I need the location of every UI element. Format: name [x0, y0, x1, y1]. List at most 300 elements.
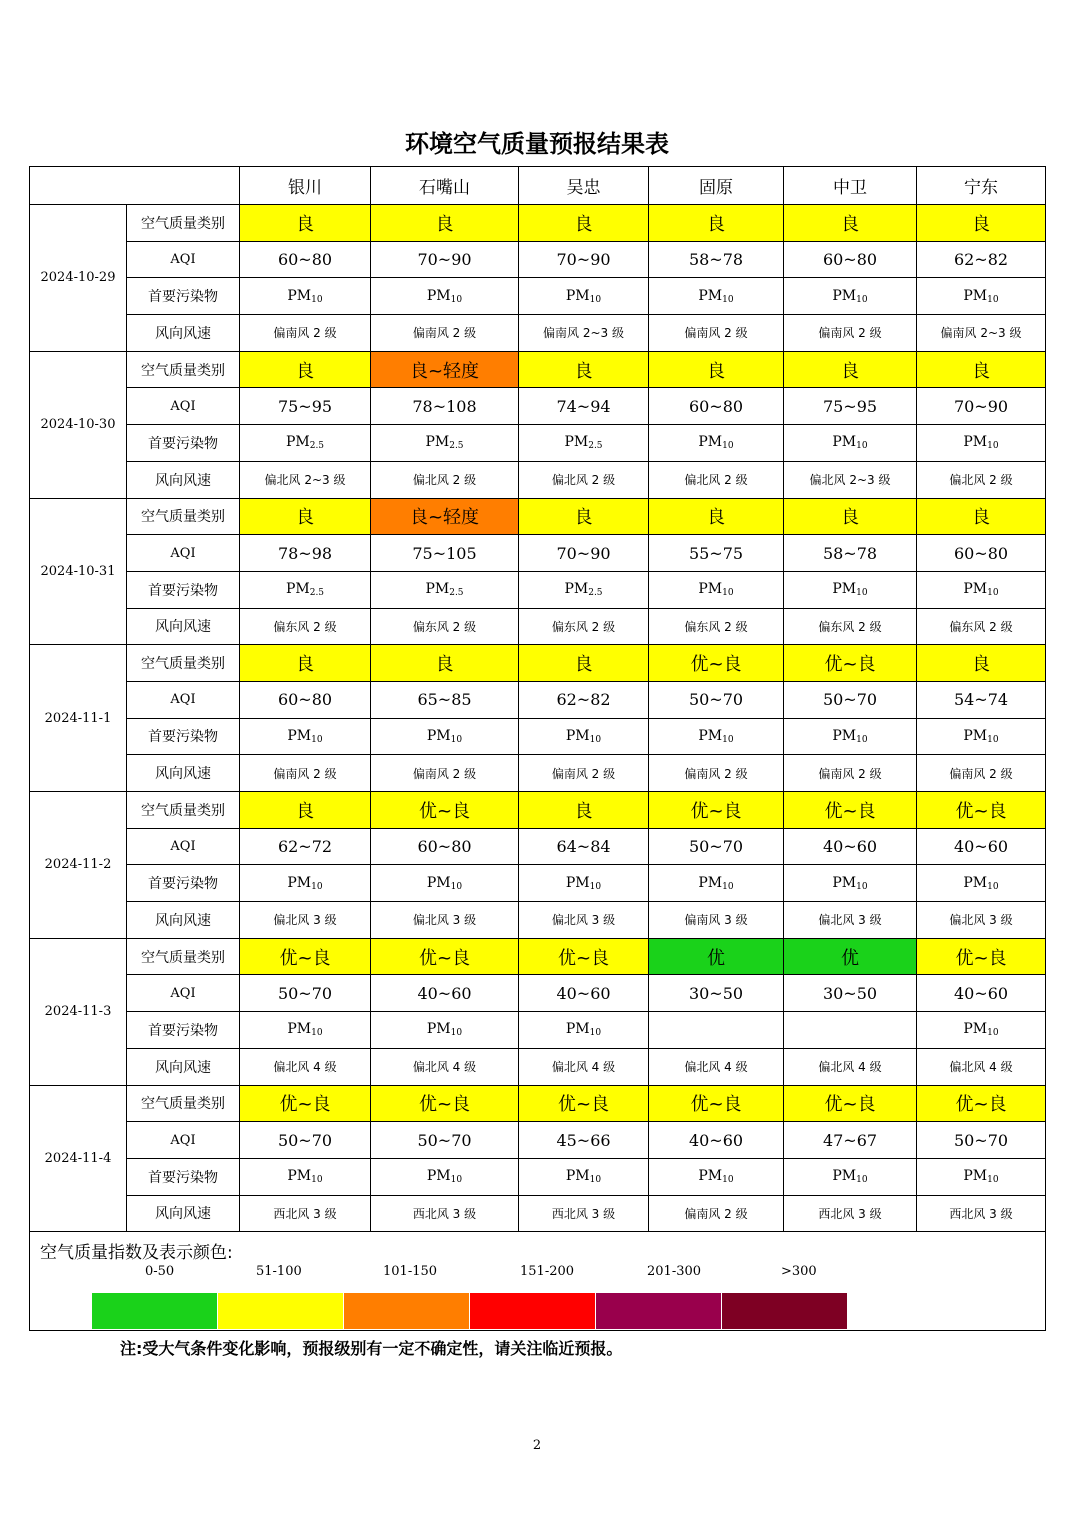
pollutant-cell [784, 718, 917, 755]
pollutant-subscript: 10 [722, 881, 734, 892]
row-label-aqi: AQI [127, 681, 240, 718]
row-label-aqi: AQI [127, 828, 240, 865]
wind-cell: 偏北风 2 级 [649, 461, 784, 498]
pollutant-name: PM [425, 581, 450, 598]
pollutant-cell [371, 571, 519, 608]
wind-cell: 偏南风 2 级 [240, 755, 371, 792]
legend-color-swatch [92, 1293, 217, 1329]
wind-cell: 偏南风 2 级 [917, 755, 1046, 792]
pollutant-cell [917, 1158, 1046, 1195]
pollutant-row [30, 425, 1046, 462]
aqi-cell: 62~72 [240, 828, 371, 865]
pollutant-cell [917, 718, 1046, 755]
category-cell: 优~良 [784, 1085, 917, 1122]
pollutant-name: PM [832, 581, 857, 598]
aqi-cell: 75~95 [784, 388, 917, 425]
category-cell: 良 [917, 351, 1046, 388]
wind-cell: 偏北风 2 级 [371, 461, 519, 498]
pollutant-name: PM [426, 727, 451, 744]
aqi-cell: 64~84 [519, 828, 649, 865]
pollutant-name: PM [832, 874, 857, 891]
category-cell: 优 [784, 938, 917, 975]
pollutant-subscript: 10 [450, 734, 463, 745]
pollutant-name: PM [426, 874, 451, 891]
forecast-date: 2024-11-2 [30, 792, 127, 939]
pollutant-name: PM [698, 434, 723, 451]
page-number: 2 [532, 1438, 542, 1453]
pollutant-subscript: 10 [987, 588, 999, 599]
pollutant-subscript: 10 [987, 1028, 999, 1039]
row-label-aqi: AQI [127, 241, 240, 278]
wind-cell: 偏北风 4 级 [649, 1048, 784, 1085]
aqi-cell: 30~50 [784, 975, 917, 1012]
category-cell: 优~良 [371, 1085, 519, 1122]
row-label-aqi: AQI [127, 1122, 240, 1159]
pollutant-subscript: 10 [987, 294, 999, 305]
aqi-legend [30, 1232, 1046, 1331]
wind-row [30, 315, 1046, 352]
wind-cell: 偏北风 2 级 [917, 461, 1046, 498]
category-cell: 良 [519, 351, 649, 388]
wind-cell: 西北风 3 级 [784, 1195, 917, 1232]
pollutant-row [30, 278, 1046, 315]
category-cell: 良 [240, 645, 371, 682]
category-cell: 良 [240, 205, 371, 242]
wind-cell: 偏东风 2 级 [917, 608, 1046, 645]
pollutant-cell [519, 865, 649, 902]
wind-cell: 西北风 3 级 [240, 1195, 371, 1232]
pollutant-name: PM [698, 1168, 723, 1185]
row-label-category: 空气质量类别 [127, 645, 240, 682]
aqi-cell: 40~60 [917, 975, 1046, 1012]
pollutant-name: PM [698, 874, 723, 891]
aqi-cell: 54~74 [917, 681, 1046, 718]
pollutant-subscript: 10 [987, 734, 999, 745]
pollutant-name: PM [963, 874, 988, 891]
pollutant-subscript: 2.5 [309, 441, 325, 452]
aqi-cell: 62~82 [519, 681, 649, 718]
aqi-row [30, 681, 1046, 718]
pollutant-cell [240, 425, 371, 462]
pollutant-row [30, 718, 1046, 755]
aqi-cell: 60~80 [240, 681, 371, 718]
aqi-row [30, 388, 1046, 425]
pollutant-subscript: 10 [450, 1175, 463, 1186]
pollutant-name: PM [287, 1021, 312, 1038]
pollutant-subscript: 10 [589, 881, 602, 892]
pollutant-cell [240, 718, 371, 755]
pollutant-cell [784, 571, 917, 608]
legend-range-label: >300 [781, 1264, 817, 1280]
aqi-cell: 62~82 [917, 241, 1046, 278]
pollutant-subscript: 10 [856, 588, 868, 599]
pollutant-name: PM [832, 287, 857, 304]
row-label-aqi: AQI [127, 975, 240, 1012]
category-cell: 优~良 [649, 792, 784, 829]
legend-color-swatch [218, 1293, 343, 1329]
category-row [30, 792, 1046, 829]
aqi-cell: 50~70 [784, 681, 917, 718]
category-cell: 优~良 [371, 792, 519, 829]
pollutant-name: PM [963, 1168, 988, 1185]
pollutant-subscript: 2.5 [309, 588, 325, 599]
pollutant-cell [371, 865, 519, 902]
pollutant-cell [649, 1012, 784, 1049]
category-cell: 优 [649, 938, 784, 975]
pollutant-cell [917, 865, 1046, 902]
aqi-cell: 60~80 [784, 241, 917, 278]
pollutant-subscript: 10 [311, 881, 323, 892]
category-cell: 优~良 [784, 792, 917, 829]
wind-row [30, 902, 1046, 939]
aqi-cell: 75~95 [240, 388, 371, 425]
legend-range-label: 151-200 [520, 1264, 575, 1280]
pollutant-cell [784, 425, 917, 462]
wind-cell: 偏南风 2~3 级 [917, 315, 1046, 352]
row-label-category: 空气质量类别 [127, 792, 240, 829]
pollutant-cell [240, 865, 371, 902]
category-cell: 良 [649, 205, 784, 242]
pollutant-subscript: 10 [987, 881, 999, 892]
row-label-pollutant: 首要污染物 [127, 571, 240, 608]
pollutant-cell [240, 571, 371, 608]
aqi-row [30, 975, 1046, 1012]
wind-cell: 偏北风 4 级 [784, 1048, 917, 1085]
wind-cell: 偏南风 2 级 [784, 755, 917, 792]
pollutant-subscript: 10 [311, 1175, 323, 1186]
wind-cell: 偏北风 2~3 级 [784, 461, 917, 498]
pollutant-row [30, 1012, 1046, 1049]
category-cell: 良 [371, 205, 519, 242]
pollutant-name: PM [425, 434, 450, 451]
row-label-wind: 风向风速 [127, 755, 240, 792]
aqi-cell: 60~80 [917, 535, 1046, 572]
pollutant-name: PM [832, 434, 857, 451]
aqi-cell: 40~60 [917, 828, 1046, 865]
row-label-pollutant: 首要污染物 [127, 865, 240, 902]
pollutant-cell [371, 718, 519, 755]
row-label-wind: 风向风速 [127, 461, 240, 498]
wind-cell: 偏南风 3 级 [649, 902, 784, 939]
pollutant-row [30, 571, 1046, 608]
forecast-date: 2024-10-29 [30, 205, 127, 352]
forecast-date: 2024-11-4 [30, 1085, 127, 1232]
category-cell: 优~良 [784, 645, 917, 682]
pollutant-cell [519, 1012, 649, 1049]
category-cell: 良 [519, 498, 649, 535]
pollutant-subscript: 10 [450, 1028, 463, 1039]
legend-color-swatch [470, 1293, 595, 1329]
aqi-cell: 78~98 [240, 535, 371, 572]
wind-cell: 偏北风 2~3 级 [240, 461, 371, 498]
pollutant-cell [519, 1158, 649, 1195]
aqi-cell: 70~90 [917, 388, 1046, 425]
pollutant-cell [240, 1012, 371, 1049]
pollutant-name: PM [698, 287, 723, 304]
category-cell: 良 [519, 645, 649, 682]
wind-cell: 偏北风 3 级 [371, 902, 519, 939]
pollutant-cell [371, 425, 519, 462]
forecast-date: 2024-11-3 [30, 938, 127, 1085]
pollutant-subscript: 10 [856, 734, 868, 745]
wind-cell: 偏南风 2~3 级 [519, 315, 649, 352]
pollutant-name: PM [564, 581, 589, 598]
category-cell: 良 [784, 205, 917, 242]
row-label-wind: 风向风速 [127, 1048, 240, 1085]
aqi-row [30, 535, 1046, 572]
pollutant-name: PM [565, 287, 590, 304]
pollutant-subscript: 10 [722, 294, 734, 305]
category-cell: 良 [917, 498, 1046, 535]
page-title: 环境空气质量预报结果表 [405, 130, 669, 158]
aqi-cell: 58~78 [649, 241, 784, 278]
wind-cell: 偏南风 2 级 [371, 315, 519, 352]
pollutant-cell [649, 571, 784, 608]
pollutant-cell [784, 1012, 917, 1049]
legend-range-label: 101-150 [383, 1264, 438, 1280]
pollutant-subscript: 10 [589, 294, 602, 305]
pollutant-name: PM [698, 727, 723, 744]
category-row [30, 1085, 1046, 1122]
row-label-pollutant: 首要污染物 [127, 425, 240, 462]
category-cell: 优~良 [519, 938, 649, 975]
aqi-cell: 45~66 [519, 1122, 649, 1159]
pollutant-name: PM [426, 287, 451, 304]
category-cell: 优~良 [240, 1085, 371, 1122]
pollutant-row [30, 1158, 1046, 1195]
row-label-wind: 风向风速 [127, 608, 240, 645]
wind-cell: 西北风 3 级 [917, 1195, 1046, 1232]
category-row [30, 498, 1046, 535]
pollutant-name: PM [565, 874, 590, 891]
city-header: 宁东 [917, 167, 1046, 205]
pollutant-name: PM [426, 1021, 451, 1038]
row-label-pollutant: 首要污染物 [127, 1012, 240, 1049]
category-cell: 优~良 [519, 1085, 649, 1122]
pollutant-subscript: 10 [856, 294, 868, 305]
pollutant-cell [649, 425, 784, 462]
category-cell: 良 [917, 205, 1046, 242]
pollutant-cell [917, 278, 1046, 315]
pollutant-name: PM [565, 727, 590, 744]
wind-cell: 偏北风 2 级 [519, 461, 649, 498]
pollutant-subscript: 10 [589, 1175, 602, 1186]
category-row [30, 205, 1046, 242]
pollutant-cell [917, 1012, 1046, 1049]
pollutant-name: PM [287, 874, 312, 891]
wind-cell: 偏南风 2 级 [649, 755, 784, 792]
row-label-aqi: AQI [127, 535, 240, 572]
category-cell: 良 [649, 498, 784, 535]
pollutant-subscript: 10 [311, 294, 323, 305]
row-label-category: 空气质量类别 [127, 351, 240, 388]
aqi-cell: 50~70 [240, 975, 371, 1012]
pollutant-name: PM [832, 1168, 857, 1185]
pollutant-subscript: 10 [450, 881, 463, 892]
pollutant-subscript: 10 [722, 1175, 734, 1186]
pollutant-cell [240, 278, 371, 315]
row-label-wind: 风向风速 [127, 902, 240, 939]
wind-cell: 偏南风 2 级 [649, 315, 784, 352]
forecast-date: 2024-10-31 [30, 498, 127, 645]
aqi-cell: 47~67 [784, 1122, 917, 1159]
pollutant-subscript: 10 [311, 1028, 323, 1039]
wind-row [30, 1048, 1046, 1085]
wind-cell: 偏北风 3 级 [240, 902, 371, 939]
pollutant-subscript: 10 [589, 1028, 602, 1039]
pollutant-cell [917, 425, 1046, 462]
category-cell: 优~良 [649, 645, 784, 682]
aqi-cell: 70~90 [371, 241, 519, 278]
category-row [30, 645, 1046, 682]
pollutant-name: PM [287, 727, 312, 744]
pollutant-cell [784, 278, 917, 315]
row-label-pollutant: 首要污染物 [127, 1158, 240, 1195]
wind-cell: 西北风 3 级 [519, 1195, 649, 1232]
wind-cell: 偏北风 3 级 [519, 902, 649, 939]
category-cell: 良 [917, 645, 1046, 682]
pollutant-name: PM [287, 287, 312, 304]
wind-cell: 偏南风 2 级 [784, 315, 917, 352]
pollutant-cell [371, 1012, 519, 1049]
pollutant-name: PM [565, 1021, 590, 1038]
category-cell: 优~良 [917, 792, 1046, 829]
wind-cell: 偏北风 4 级 [917, 1048, 1046, 1085]
pollutant-cell [371, 1158, 519, 1195]
category-cell: 良 [240, 498, 371, 535]
category-cell: 良 [519, 205, 649, 242]
pollutant-name: PM [963, 727, 988, 744]
row-label-aqi: AQI [127, 388, 240, 425]
category-cell: 良 [240, 792, 371, 829]
pollutant-subscript: 10 [311, 734, 323, 745]
aqi-cell: 50~70 [649, 828, 784, 865]
legend-color-swatch [344, 1293, 469, 1329]
pollutant-name: PM [698, 581, 723, 598]
city-header: 固原 [649, 167, 784, 205]
pollutant-cell [519, 278, 649, 315]
aqi-cell: 78~108 [371, 388, 519, 425]
category-cell: 良~轻度 [371, 498, 519, 535]
row-label-wind: 风向风速 [127, 1195, 240, 1232]
legend-range-label: 0-50 [145, 1264, 175, 1280]
pollutant-subscript: 10 [722, 734, 734, 745]
category-cell: 良~轻度 [371, 351, 519, 388]
row-label-pollutant: 首要污染物 [127, 718, 240, 755]
legend-color-swatch [596, 1293, 721, 1329]
city-header: 吴忠 [519, 167, 649, 205]
wind-cell: 偏东风 2 级 [371, 608, 519, 645]
aqi-cell: 60~80 [240, 241, 371, 278]
legend-range-label: 51-100 [256, 1264, 302, 1280]
wind-cell: 偏北风 3 级 [784, 902, 917, 939]
wind-cell: 偏北风 4 级 [371, 1048, 519, 1085]
aqi-cell: 50~70 [371, 1122, 519, 1159]
pollutant-subscript: 10 [856, 1175, 868, 1186]
forecast-note: 注:受大气条件变化影响，预报级别有一定不确定性，请关注临近预报。 [120, 1339, 623, 1358]
city-header-row [30, 167, 1046, 205]
row-label-wind: 风向风速 [127, 315, 240, 352]
wind-cell: 西北风 3 级 [371, 1195, 519, 1232]
pollutant-subscript: 2.5 [588, 441, 603, 452]
category-cell: 优~良 [917, 1085, 1046, 1122]
aqi-cell: 70~90 [519, 535, 649, 572]
pollutant-subscript: 10 [589, 734, 602, 745]
pollutant-name: PM [565, 1168, 590, 1185]
row-label-pollutant: 首要污染物 [127, 278, 240, 315]
wind-cell: 偏南风 2 级 [519, 755, 649, 792]
legend-range-label: 201-300 [647, 1264, 702, 1280]
forecast-date: 2024-11-1 [30, 645, 127, 792]
wind-cell: 偏东风 2 级 [649, 608, 784, 645]
pollutant-name: PM [287, 1168, 312, 1185]
pollutant-cell [784, 865, 917, 902]
pollutant-subscript: 10 [987, 441, 999, 452]
pollutant-name: PM [832, 727, 857, 744]
aqi-cell: 74~94 [519, 388, 649, 425]
legend-row [30, 1232, 1046, 1331]
pollutant-name: PM [285, 434, 310, 451]
pollutant-cell [649, 1158, 784, 1195]
pollutant-subscript: 10 [856, 441, 868, 452]
wind-cell: 偏南风 2 级 [240, 315, 371, 352]
aqi-cell: 55~75 [649, 535, 784, 572]
pollutant-cell [519, 425, 649, 462]
city-header: 银川 [240, 167, 371, 205]
category-cell: 良 [784, 351, 917, 388]
pollutant-subscript: 2.5 [449, 441, 464, 452]
category-cell: 良 [519, 792, 649, 829]
row-label-category: 空气质量类别 [127, 205, 240, 242]
pollutant-name: PM [963, 1021, 988, 1038]
wind-cell: 偏东风 2 级 [519, 608, 649, 645]
city-header: 中卫 [784, 167, 917, 205]
category-row [30, 938, 1046, 975]
wind-cell: 偏北风 3 级 [917, 902, 1046, 939]
category-cell: 良 [649, 351, 784, 388]
category-cell: 优~良 [649, 1085, 784, 1122]
wind-cell: 偏北风 4 级 [519, 1048, 649, 1085]
row-label-category: 空气质量类别 [127, 1085, 240, 1122]
category-row [30, 351, 1046, 388]
pollutant-cell [519, 571, 649, 608]
wind-row [30, 755, 1046, 792]
pollutant-subscript: 10 [856, 881, 868, 892]
row-label-category: 空气质量类别 [127, 938, 240, 975]
aqi-cell: 58~78 [784, 535, 917, 572]
wind-cell: 偏东风 2 级 [240, 608, 371, 645]
pollutant-cell [917, 571, 1046, 608]
aqi-cell: 40~60 [519, 975, 649, 1012]
pollutant-row [30, 865, 1046, 902]
legend-title: 空气质量指数及表示颜色: [40, 1243, 233, 1264]
pollutant-cell [649, 278, 784, 315]
category-cell: 良 [371, 645, 519, 682]
wind-cell: 偏南风 2 级 [371, 755, 519, 792]
pollutant-name: PM [426, 1168, 451, 1185]
category-cell: 优~良 [917, 938, 1046, 975]
aqi-cell: 60~80 [649, 388, 784, 425]
aqi-row [30, 1122, 1046, 1159]
pollutant-subscript: 10 [450, 294, 463, 305]
pollutant-subscript: 2.5 [588, 588, 603, 599]
aqi-row [30, 828, 1046, 865]
pollutant-cell [371, 278, 519, 315]
category-cell: 优~良 [240, 938, 371, 975]
pollutant-name: PM [564, 434, 589, 451]
pollutant-subscript: 10 [987, 1175, 999, 1186]
category-cell: 良 [240, 351, 371, 388]
